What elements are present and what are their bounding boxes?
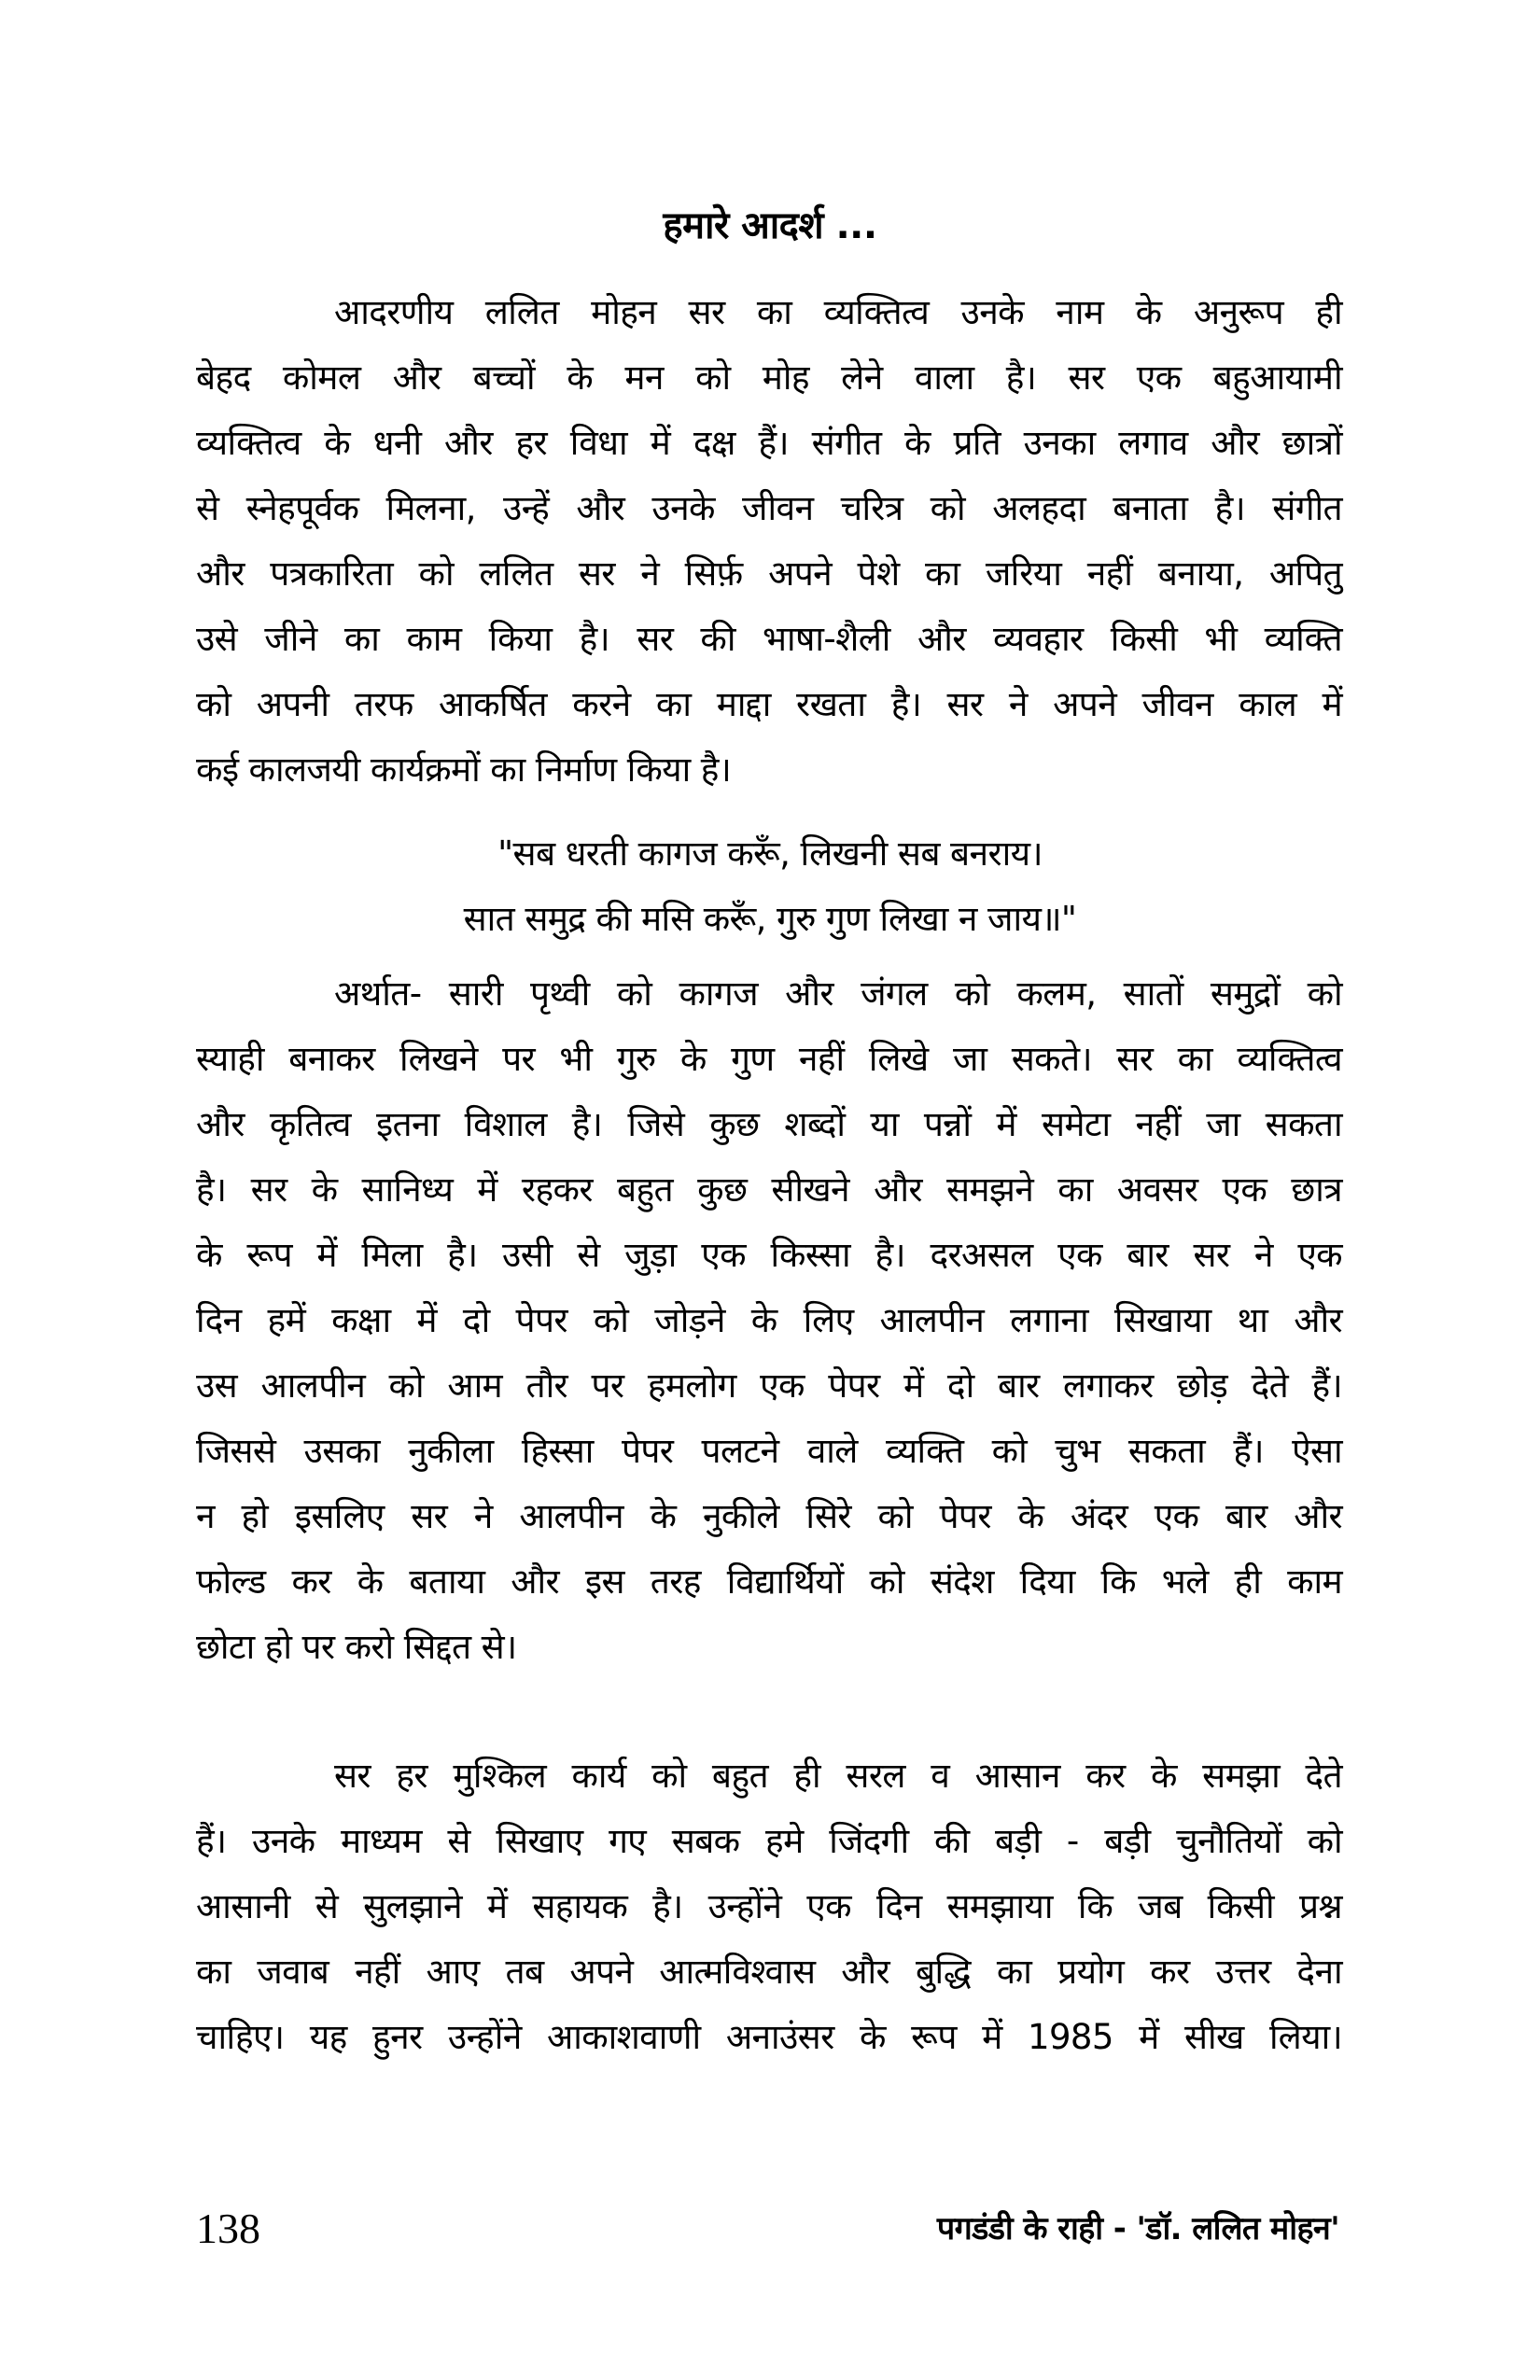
page-number: 138 [196,2205,260,2252]
text-line: उसे जीने का काम किया है। सर की भाषा-शैली और व्यवहार किसी भी व्यक्ति [196,619,1342,659]
paragraph-3 [196,1743,1342,2070]
text-line: बेहद कोमल और बच्चों के मन को मोह लेने वाला है। सर एक बहुआयामी [196,357,1342,398]
text-line: दिन हमें कक्षा में दो पेपर को जोड़ने के लिए आलपीन लगाना सिखाया था और [196,1300,1342,1340]
text-line: को अपनी तरफ आकर्षित करने का माद्दा रखता है। सर ने अपने जीवन काल में [196,684,1342,724]
text-line: आदरणीय ललित मोहन सर का व्यक्तित्व उनके नाम के अनुरूप ही [334,292,1342,332]
verse-line: सात समुद्र की मसि करूँ, गुरु गुण लिखा न जाय॥" [463,899,1077,939]
verse-quote [0,821,1540,952]
paragraph-1 [196,280,1342,803]
text-line: अर्थात- सारी पृथ्वी को कागज और जंगल को कलम, सातों समुद्रों को [334,973,1342,1014]
text-line: व्यक्तित्व के धनी और हर विधा में दक्ष हैं। संगीत के प्रति उनका लगाव और छात्रों [196,423,1342,463]
text-line: न हो इसलिए सर ने आलपीन के नुकीले सिरे को पेपर के अंदर एक बार और [196,1496,1342,1536]
text-line: फोल्ड कर के बताया और इस तरह विद्यार्थियों को संदेश दिया कि भले ही काम [196,1561,1342,1602]
text-line: के रूप में मिला है। उसी से जुड़ा एक किस्सा है। दरअसल एक बार सर ने एक [196,1235,1342,1275]
text-line: उस आलपीन को आम तौर पर हमलोग एक पेपर में दो बार लगाकर छोड़ देते हैं। [196,1365,1342,1406]
text-line: सर हर मुश्किल कार्य को बहुत ही सरल व आसान कर के समझा देते [334,1756,1342,1796]
text-line: कई कालजयी कार्यक्रमों का निर्माण किया है। [196,749,732,790]
running-footer-title: पगडंडी के राही - 'डॉ. ललित मोहन' [936,2210,1339,2247]
text-line: आसानी से सुलझाने में सहायक है। उन्होंने एक दिन समझाया कि जब किसी प्रश्न [196,1886,1342,1926]
text-line: जिससे उसका नुकीला हिस्सा पेपर पलटने वाले व्यक्ति को चुभ सकता हैं। ऐसा [196,1431,1342,1471]
text-line: स्याही बनाकर लिखने पर भी गुरु के गुण नहीं लिखे जा सकते। सर का व्यक्तित्व [196,1039,1342,1079]
text-line: और पत्रकारिता को ललित सर ने सिर्फ़ अपने पेशे का जरिया नहीं बनाया, अपितु [196,553,1342,594]
paragraph-2 [196,961,1342,1680]
text-line: हैं। उनके माध्यम से सिखाए गए सबक हमे जिंदगी की बड़ी - बड़ी चुनौतियों को [196,1821,1342,1861]
text-line: का जवाब नहीं आए तब अपने आत्मविश्वास और बुद्धि का प्रयोग कर उत्तर देना [196,1952,1342,1992]
text-line: है। सर के सानिध्य में रहकर बहुत कुछ सीखने और समझने का अवसर एक छात्र [196,1169,1342,1210]
text-line: चाहिए। यह हुनर उन्होंने आकाशवाणी अनाउंसर के रूप में 1985 में सीख लिया। [196,2017,1342,2057]
text-line: छोटा हो पर करो सिद्दत से। [196,1627,517,1667]
text-line: से स्नेहपूर्वक मिलना, उन्हें और उनके जीवन चरित्र को अलहदा बनाता है। संगीत [196,488,1342,528]
section-heading: हमारे आदर्श ... [663,204,877,247]
text-line: और कृतित्व इतना विशाल है। जिसे कुछ शब्दों या पन्नों में समेटा नहीं जा सकता [196,1104,1342,1144]
verse-line: "सब धरती कागज करूँ, लिखनी सब बनराय। [497,833,1043,874]
